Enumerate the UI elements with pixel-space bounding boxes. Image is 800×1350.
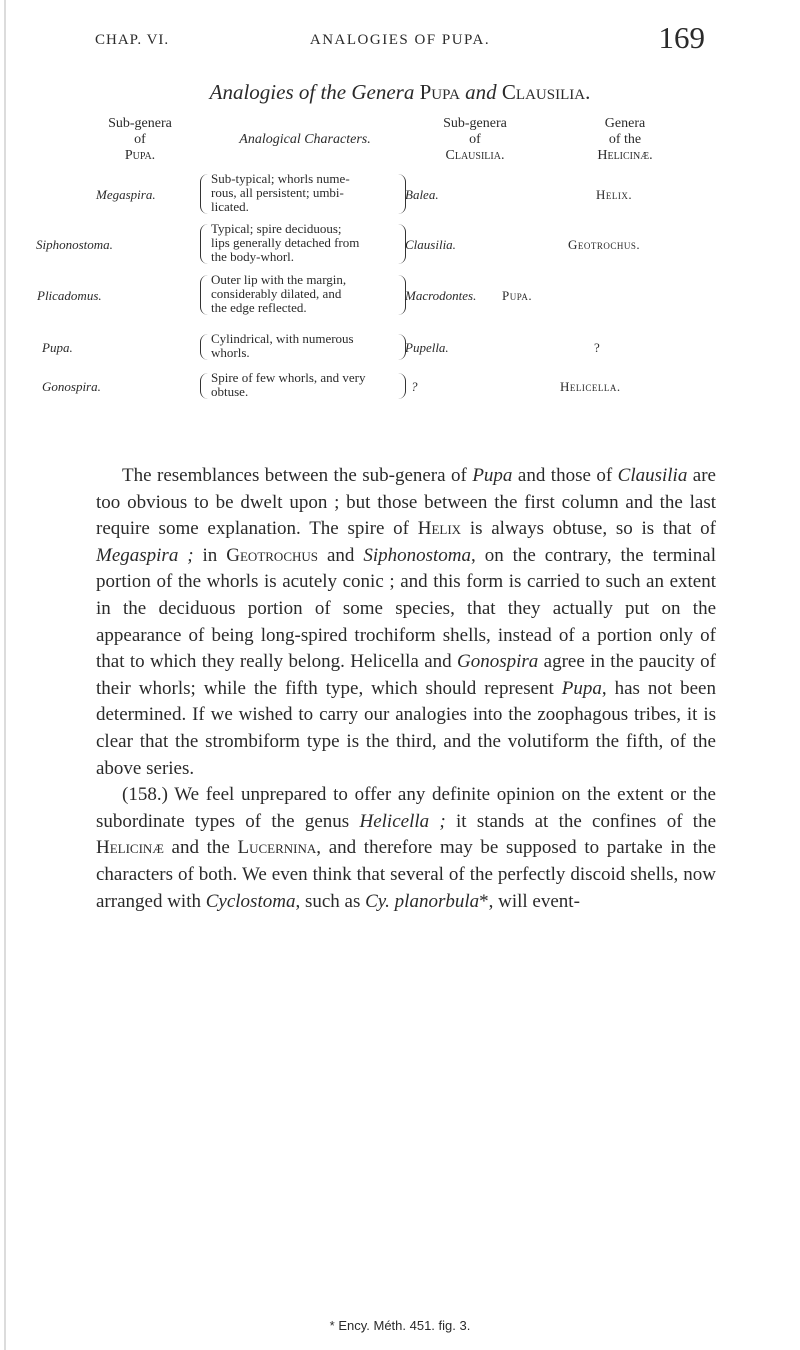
text-run: , and therefore may be supposed to partake in the characters of both. We even think that several of the perfectly discoid shells, now arranged with: [96, 837, 716, 912]
col-header-line: Clausilia.: [445, 148, 505, 163]
desc-line: lips generally detached from: [211, 235, 360, 250]
desc-line: Cylindrical, with numerous: [211, 331, 354, 346]
page-edge-shadow: [4, 0, 6, 1350]
chapter-label: CHAP. VI.: [95, 32, 170, 48]
small-caps-run: Helicinæ: [96, 837, 164, 859]
col-header-line: Genera: [604, 116, 646, 131]
title-pre: Analogies of the Genera: [209, 80, 415, 104]
text-run: in: [193, 544, 227, 566]
row-subgenus: Gonospira.: [42, 379, 101, 394]
text-run: and those of: [512, 465, 618, 486]
col-header-characters: Analogical Characters.: [239, 132, 371, 147]
text-run: (158.) We feel unprepared to offer any definite opinion on the extent or the subordinate types of the genus: [96, 784, 716, 832]
paragraph: [96, 463, 716, 782]
left-brace: [200, 275, 209, 315]
text-run: , on the contrary, the terminal portion of the whorls is acutely conic ; and this form is carried to such an extent in the deciduous portion of some species, that they actually put on the appearance of being long-spired trochiform shells, instead of a portion only of that to which they really belong. Helicella and: [96, 544, 716, 673]
row-helicinae: ?: [594, 340, 601, 355]
page-number: 169: [658, 20, 705, 55]
col-header-pupa: [90, 116, 190, 164]
text-run: *, will event-: [479, 890, 580, 912]
row-subgenus: Pupa.: [42, 340, 73, 355]
row-subgenus: Siphonostoma.: [36, 237, 113, 252]
desc-line: the body-whorl.: [211, 249, 295, 264]
desc-line: the edge reflected.: [211, 300, 307, 315]
italic-run: Helicella ;: [359, 810, 446, 832]
row-subgenus: Megaspira.: [96, 187, 156, 202]
desc-line: whorls.: [211, 345, 250, 360]
row-clausilia: ?: [411, 379, 418, 394]
left-brace: [200, 334, 209, 360]
italic-run: Gonospira: [457, 651, 539, 673]
text-run: The resemblances between the sub-genera of: [122, 465, 473, 486]
right-brace: [397, 373, 406, 399]
col-header-line: Sub-genera: [108, 116, 172, 131]
text-run: it stands at the confines of the: [445, 810, 716, 832]
left-brace: [200, 174, 209, 214]
col-header-line: of the: [608, 132, 642, 147]
desc-line: obtuse.: [211, 384, 249, 399]
table-title: [0, 80, 800, 105]
title-genus-clausilia: Clausilia.: [501, 80, 591, 104]
text-run: is always obtuse, so is that of: [461, 518, 716, 540]
row-helicinae: Geotrochus.: [568, 237, 641, 252]
small-caps-run: Helix: [417, 518, 462, 540]
title-and: and: [465, 80, 497, 104]
italic-run: Clausilia: [617, 465, 688, 486]
italic-run: Pupa: [561, 677, 602, 699]
col-header-line: Pupa.: [124, 148, 156, 163]
small-caps-run: Lucernina: [237, 837, 317, 859]
row-description: [211, 371, 461, 399]
left-brace: [200, 373, 209, 399]
row-helicinae: Pupa.: [502, 288, 533, 303]
col-header-helicinae: [570, 116, 680, 164]
col-header-line: of: [469, 132, 481, 147]
col-header-line: Sub-genera: [443, 116, 507, 131]
page-header: [95, 20, 705, 60]
col-header-line: Helicinæ.: [597, 148, 653, 163]
title-genus-pupa: Pupa: [419, 80, 460, 104]
desc-line: considerably dilated, and: [211, 286, 342, 301]
row-clausilia: Clausilia.: [405, 237, 456, 252]
left-brace: [200, 224, 209, 264]
paragraph: [96, 782, 716, 915]
desc-line: Typical; spire deciduous;: [211, 221, 342, 236]
italic-run: Cy. planorbula: [365, 890, 480, 912]
italic-run: Siphonostoma: [363, 544, 471, 566]
desc-line: Spire of few whorls, and very: [211, 370, 366, 385]
small-caps-run: Geotrochus: [226, 544, 318, 566]
italic-run: Cyclostoma: [205, 890, 296, 912]
footnote: * Ency. Méth. 451. fig. 3.: [329, 1318, 471, 1333]
text-run: are too obvious to be dwelt upon ; but those between the first column and the last require some explanation. The spire of: [96, 465, 716, 540]
row-clausilia: Pupella.: [405, 340, 449, 355]
row-clausilia: Balea.: [405, 187, 439, 202]
col-header-line: of: [134, 132, 146, 147]
col-header-clausilia: [420, 116, 530, 164]
row-helicinae: Helix.: [596, 187, 633, 202]
desc-line: licated.: [211, 199, 249, 214]
desc-line: Outer lip with the margin,: [211, 272, 347, 287]
italic-run: Pupa: [472, 465, 513, 486]
desc-line: Sub-typical; whorls nume-: [211, 171, 350, 186]
text-run: , has not been determined. If we wished to carry our analogies into the zoophagous tribes, it is clear that the strombiform type is the third, and the volutiform the fifth, of the above series.: [96, 677, 716, 779]
row-helicinae: Helicella.: [560, 379, 621, 394]
text-run: and the: [163, 837, 238, 859]
row-subgenus: Plicadomus.: [37, 288, 102, 303]
text-run: , such as: [295, 890, 366, 912]
body-text: [96, 463, 716, 915]
desc-line: rous, all persistent; umbi-: [211, 185, 344, 200]
row-clausilia: Macrodontes.: [405, 288, 477, 303]
text-run: and: [318, 544, 364, 566]
text-run: agree in the paucity of their whorls; while the fifth type, which should represent: [96, 651, 716, 699]
italic-run: Megaspira ;: [96, 544, 194, 566]
running-title: ANALOGIES OF PUPA.: [309, 32, 491, 48]
